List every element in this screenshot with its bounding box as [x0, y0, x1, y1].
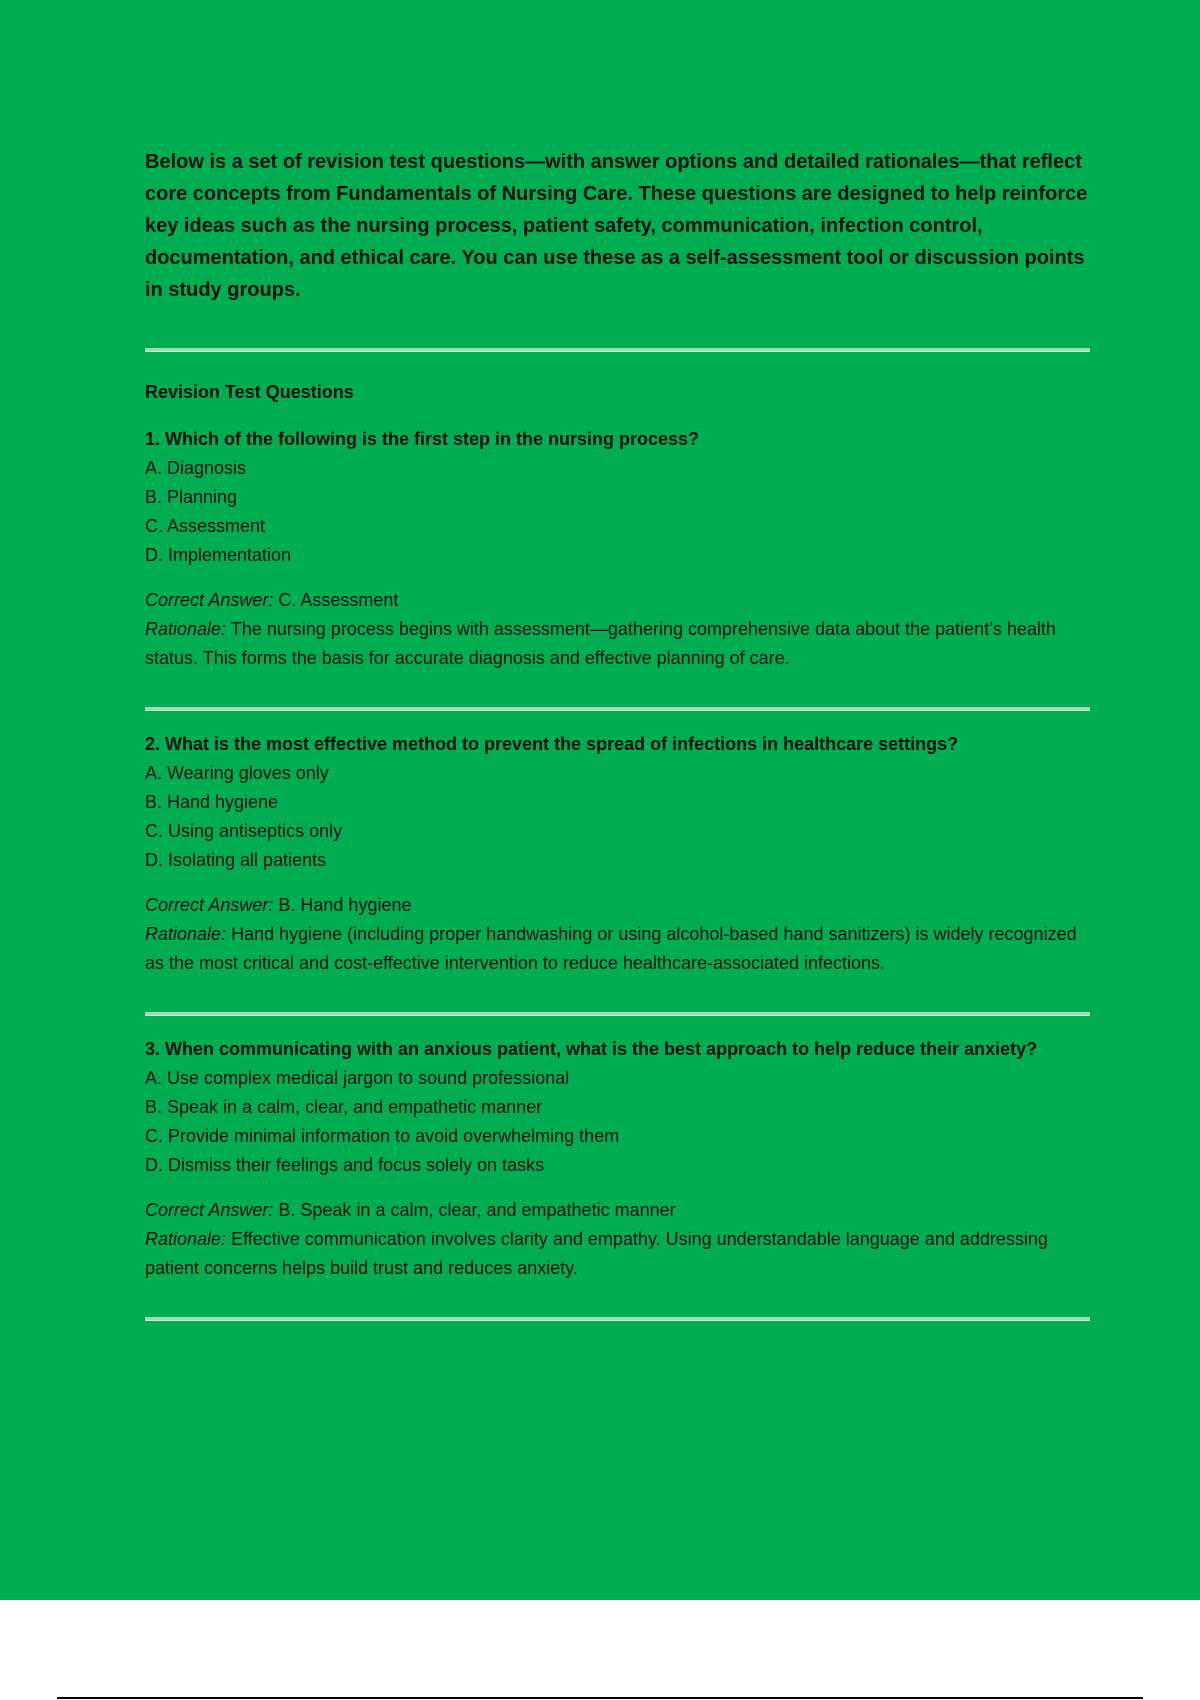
answer-options	[145, 1064, 1090, 1180]
correct-answer-label: Correct Answer:	[145, 895, 274, 915]
correct-answer-label: Correct Answer:	[145, 590, 274, 610]
correct-answer-value: B. Hand hygiene	[278, 895, 412, 915]
rationale-line	[145, 920, 1090, 978]
answer-options	[145, 759, 1090, 875]
correct-answer-line	[145, 586, 1090, 615]
question-text: 1. Which of the following is the first step in the nursing process?	[145, 429, 700, 449]
option-d: D. Dismiss their feelings and focus solely on tasks	[145, 1155, 545, 1175]
option-b: B. Speak in a calm, clear, and empathetic manner	[145, 1097, 543, 1117]
answer-options	[145, 454, 1090, 570]
option-d: D. Implementation	[145, 545, 292, 565]
option-a: A. Diagnosis	[145, 458, 247, 478]
question-divider	[145, 707, 1090, 711]
rationale-label: Rationale:	[145, 619, 227, 639]
section-title: Revision Test Questions	[145, 382, 354, 402]
footer-rule	[57, 1697, 1143, 1699]
option-c: C. Provide minimal information to avoid overwhelming them	[145, 1126, 620, 1146]
rationale-line	[145, 615, 1090, 673]
rationale-text: Hand hygiene (including proper handwashing or using alcohol-based hand sanitizers) is widely recognized as the most critical and cost-effective intervention to reduce healthcare-associated infections.	[145, 924, 1077, 973]
question-text: 3. When communicating with an anxious patient, what is the best approach to help reduce their anxiety?	[145, 1039, 1038, 1059]
option-a: A. Wearing gloves only	[145, 763, 329, 783]
question-divider	[145, 1317, 1090, 1321]
option-d: D. Isolating all patients	[145, 850, 327, 870]
correct-answer-line	[145, 891, 1090, 920]
rationale-text: Effective communication involves clarity and empathy. Using understandable language and addressing patient concerns helps build trust and reduces anxiety.	[145, 1229, 1048, 1278]
answer-block	[145, 586, 1090, 673]
question-3	[145, 1034, 1090, 1283]
question-divider	[145, 1012, 1090, 1016]
option-c: C. Assessment	[145, 516, 266, 536]
option-a: A. Use complex medical jargon to sound professional	[145, 1068, 570, 1088]
correct-answer-line	[145, 1196, 1090, 1225]
document-content	[145, 146, 1090, 1321]
correct-answer-value: B. Speak in a calm, clear, and empathetic manner	[278, 1200, 676, 1220]
intro-paragraph: Below is a set of revision test questions—with answer options and detailed rationales—that reflect core concepts from Fundamentals of Nursing Care. These questions are designed to help reinforce key ideas such as the nursing process, patient safety, communication, infection control, documentation, and ethical care. You can use these as a self-assessment tool or discussion points in study groups.	[145, 151, 1088, 301]
question-2	[145, 729, 1090, 978]
answer-block	[145, 891, 1090, 978]
answer-block	[145, 1196, 1090, 1283]
rationale-label: Rationale:	[145, 924, 227, 944]
correct-answer-label: Correct Answer:	[145, 1200, 274, 1220]
option-c: C. Using antiseptics only	[145, 821, 343, 841]
option-b: B. Planning	[145, 487, 238, 507]
rationale-label: Rationale:	[145, 1229, 227, 1249]
question-text: 2. What is the most effective method to prevent the spread of infections in healthcare settings?	[145, 734, 959, 754]
question-1	[145, 424, 1090, 673]
section-divider	[145, 348, 1090, 352]
correct-answer-value: C. Assessment	[278, 590, 399, 610]
rationale-text: The nursing process begins with assessment—gathering comprehensive data about the patient’s health status. This forms the basis for accurate diagnosis and effective planning of care.	[145, 619, 1056, 668]
rationale-line	[145, 1225, 1090, 1283]
option-b: B. Hand hygiene	[145, 792, 279, 812]
